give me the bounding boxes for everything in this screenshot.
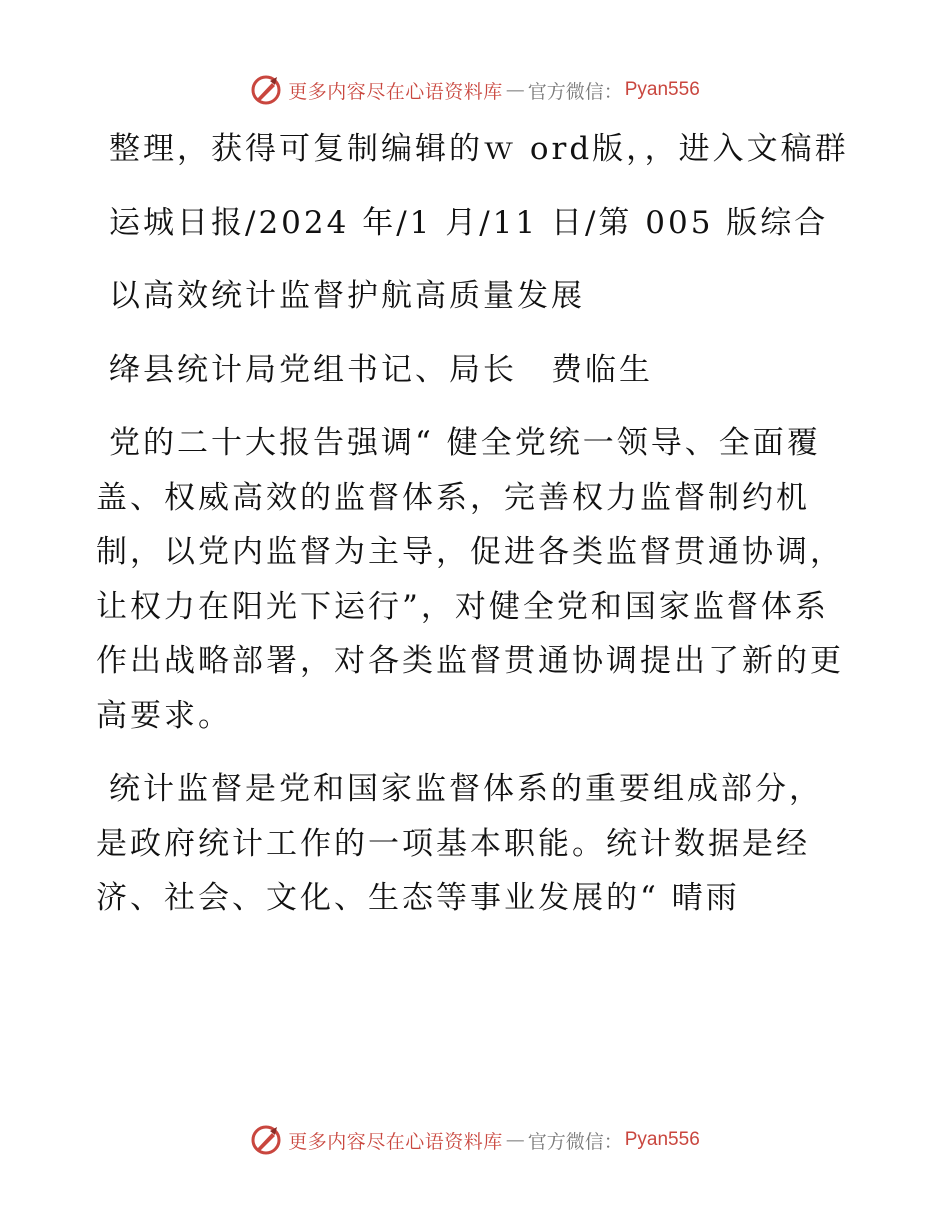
article-title: 以高效统计监督护航高质量发展: [109, 278, 585, 314]
body-paragraph: 统计监督是党和国家监督体系的重要组成部分，是政府统计工作的一项基本职能。统计数据是经济、社会、文化、生态等事业发展的“ 晴雨: [96, 771, 823, 916]
watermark-separator: —: [505, 1129, 525, 1151]
watermark-official-label: 官方微信：: [527, 80, 623, 103]
body-paragraph: 党的二十大报告强调“ 健全党统一领导、全面覆盖、权威高效的监督体系，完善权力监督制约机制，以党内监督为主导，促进各类监督贯通协调，让权力在阳光下运行”，对健全党和国家监督体系作出战略部署，对各类监督贯通协调提出了新的更高要求。: [96, 425, 844, 734]
source-line: 运城日报/2024 年/1 月/11 日/第 005 版综合: [109, 204, 829, 241]
footer-watermark: [0, 1122, 950, 1158]
watermark-wechat-id: Pyan556: [624, 79, 700, 100]
watermark-wechat-id: Pyan556: [624, 1129, 700, 1150]
document-body: [96, 122, 856, 926]
quill-logo-icon: [250, 74, 282, 106]
watermark-official-label: 官方微信：: [527, 1130, 623, 1153]
watermark-site-text: 更多内容尽在心语资料库: [288, 80, 503, 103]
header-watermark: [0, 72, 950, 108]
author-line: 绛县统计局党组书记、局长 费临生: [109, 351, 653, 388]
intro-note: 整理，获得可复制编辑的ｗ ord版，，进入文稿群: [109, 131, 849, 167]
quill-logo-icon: [250, 1124, 282, 1156]
watermark-separator: —: [505, 79, 525, 101]
watermark-site-text: 更多内容尽在心语资料库: [288, 1130, 503, 1153]
